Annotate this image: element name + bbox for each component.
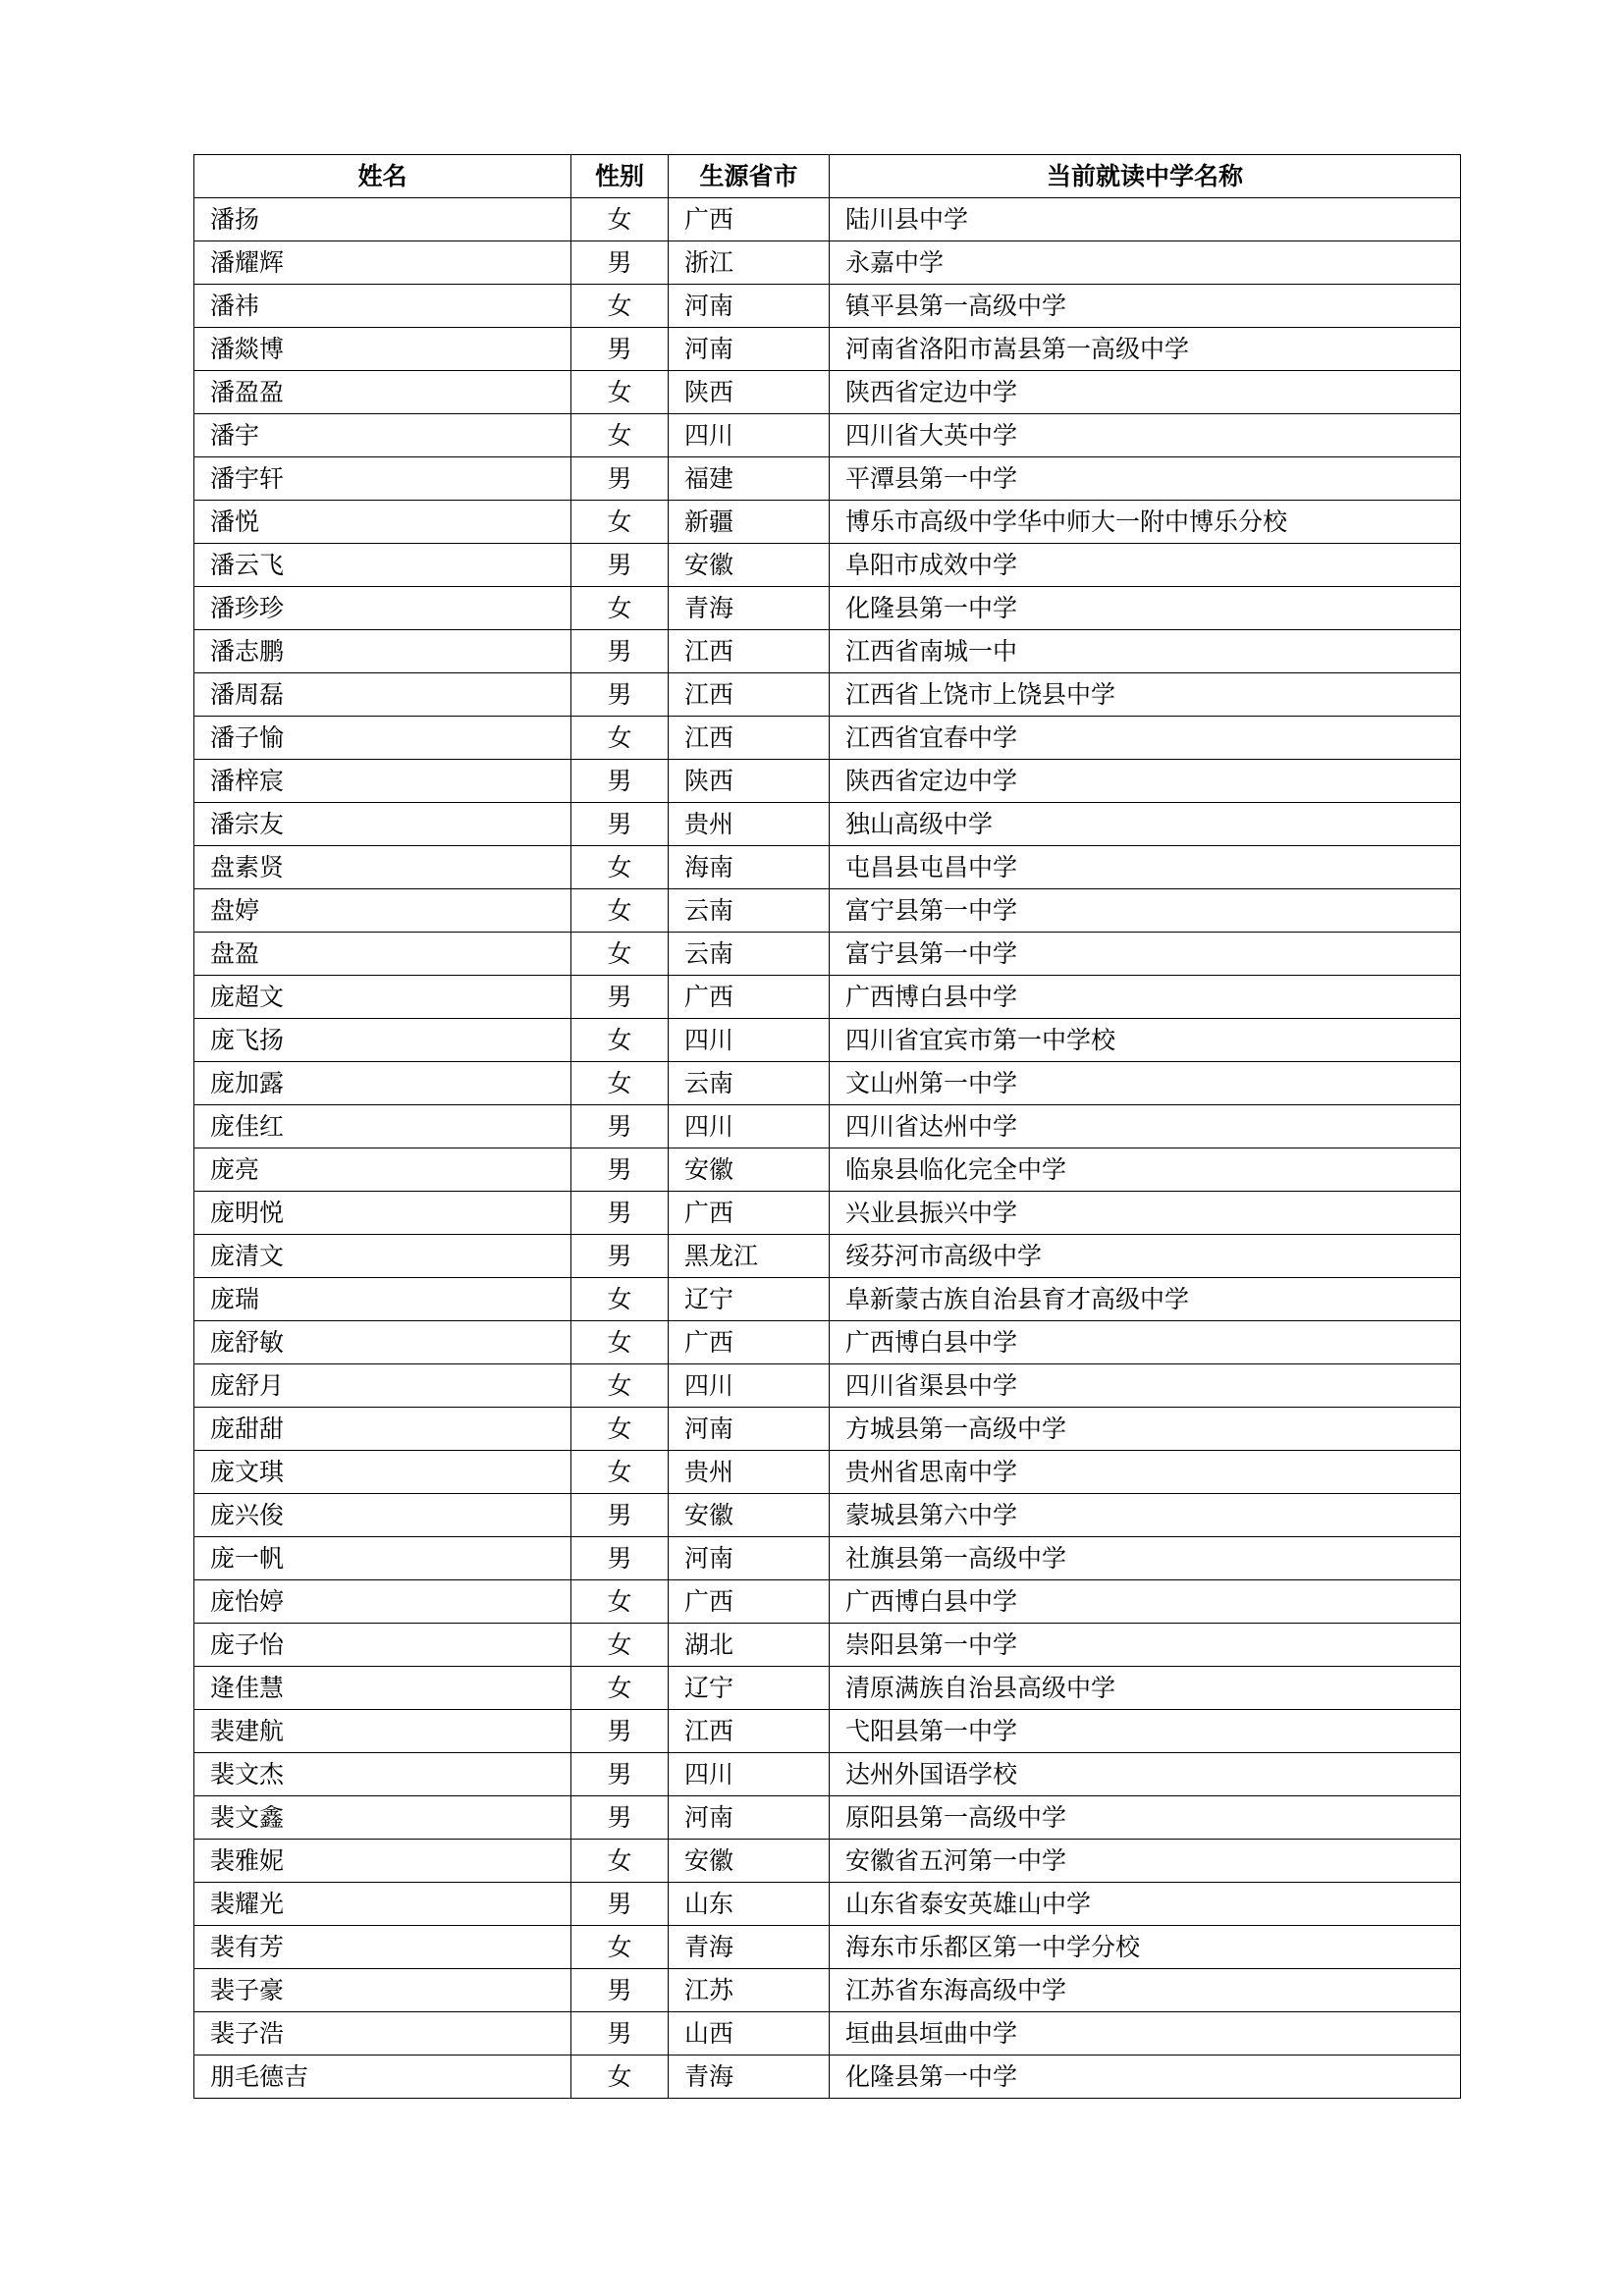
cell-province: 广西 [669, 1321, 830, 1364]
cell-province: 山西 [669, 2012, 830, 2056]
table-row [194, 1278, 1461, 1321]
cell-school: 化隆县第一中学 [830, 587, 1461, 630]
cell-name: 逄佳慧 [194, 1667, 571, 1710]
table-row [194, 1062, 1461, 1105]
cell-gender: 女 [571, 1019, 669, 1062]
cell-name: 裴有芳 [194, 1926, 571, 1969]
cell-province: 山东 [669, 1883, 830, 1926]
cell-name: 庞加露 [194, 1062, 571, 1105]
cell-name: 庞瑞 [194, 1278, 571, 1321]
table-row [194, 630, 1461, 673]
cell-school: 社旗县第一高级中学 [830, 1537, 1461, 1580]
cell-school: 达州外国语学校 [830, 1753, 1461, 1796]
cell-gender: 女 [571, 587, 669, 630]
cell-province: 广西 [669, 198, 830, 241]
cell-gender: 女 [571, 1451, 669, 1494]
cell-name: 裴子豪 [194, 1969, 571, 2012]
cell-name: 裴文鑫 [194, 1796, 571, 1840]
table-row [194, 1451, 1461, 1494]
table-row [194, 587, 1461, 630]
table-row [194, 241, 1461, 285]
cell-school: 原阳县第一高级中学 [830, 1796, 1461, 1840]
cell-province: 四川 [669, 1753, 830, 1796]
cell-gender: 女 [571, 933, 669, 976]
cell-province: 新疆 [669, 501, 830, 544]
cell-province: 云南 [669, 889, 830, 933]
cell-province: 安徽 [669, 544, 830, 587]
cell-name: 裴文杰 [194, 1753, 571, 1796]
cell-province: 江西 [669, 673, 830, 717]
cell-school: 富宁县第一中学 [830, 933, 1461, 976]
cell-province: 四川 [669, 414, 830, 457]
table-row [194, 328, 1461, 371]
cell-school: 广西博白县中学 [830, 1580, 1461, 1624]
table-row [194, 1580, 1461, 1624]
cell-name: 潘扬 [194, 198, 571, 241]
cell-school: 贵州省思南中学 [830, 1451, 1461, 1494]
cell-province: 河南 [669, 328, 830, 371]
cell-name: 庞兴俊 [194, 1494, 571, 1537]
table-row [194, 1321, 1461, 1364]
cell-school: 崇阳县第一中学 [830, 1624, 1461, 1667]
cell-name: 潘宇 [194, 414, 571, 457]
cell-province: 云南 [669, 933, 830, 976]
cell-province: 福建 [669, 457, 830, 501]
cell-province: 贵州 [669, 1451, 830, 1494]
cell-province: 云南 [669, 1062, 830, 1105]
cell-gender: 男 [571, 760, 669, 803]
cell-name: 潘云飞 [194, 544, 571, 587]
cell-school: 陕西省定边中学 [830, 371, 1461, 414]
cell-province: 江苏 [669, 1969, 830, 2012]
cell-province: 陕西 [669, 371, 830, 414]
cell-province: 河南 [669, 1537, 830, 1580]
cell-gender: 男 [571, 1235, 669, 1278]
cell-province: 浙江 [669, 241, 830, 285]
table-row [194, 1408, 1461, 1451]
cell-gender: 男 [571, 457, 669, 501]
cell-school: 四川省达州中学 [830, 1105, 1461, 1148]
cell-name: 潘宇轩 [194, 457, 571, 501]
cell-province: 河南 [669, 285, 830, 328]
cell-province: 江西 [669, 630, 830, 673]
cell-gender: 女 [571, 1624, 669, 1667]
cell-gender: 女 [571, 1667, 669, 1710]
cell-gender: 女 [571, 501, 669, 544]
cell-school: 独山高级中学 [830, 803, 1461, 846]
cell-name: 庞一帆 [194, 1537, 571, 1580]
table-row [194, 1148, 1461, 1192]
cell-name: 潘盈盈 [194, 371, 571, 414]
cell-name: 潘珍珍 [194, 587, 571, 630]
header-name: 姓名 [194, 155, 571, 198]
cell-province: 四川 [669, 1105, 830, 1148]
cell-school: 清原满族自治县高级中学 [830, 1667, 1461, 1710]
cell-gender: 男 [571, 1192, 669, 1235]
cell-name: 裴子浩 [194, 2012, 571, 2056]
cell-gender: 女 [571, 1926, 669, 1969]
cell-gender: 男 [571, 976, 669, 1019]
cell-school: 文山州第一中学 [830, 1062, 1461, 1105]
cell-gender: 女 [571, 198, 669, 241]
table-row [194, 198, 1461, 241]
cell-name: 庞飞扬 [194, 1019, 571, 1062]
cell-school: 广西博白县中学 [830, 976, 1461, 1019]
cell-gender: 女 [571, 2056, 669, 2099]
student-roster-table [193, 154, 1461, 2099]
cell-gender: 男 [571, 1148, 669, 1192]
cell-gender: 男 [571, 1883, 669, 1926]
cell-province: 辽宁 [669, 1278, 830, 1321]
cell-gender: 男 [571, 673, 669, 717]
cell-name: 潘志鹏 [194, 630, 571, 673]
cell-province: 江西 [669, 1710, 830, 1753]
cell-name: 潘梓宸 [194, 760, 571, 803]
cell-gender: 男 [571, 1537, 669, 1580]
cell-name: 朋毛德吉 [194, 2056, 571, 2099]
cell-province: 贵州 [669, 803, 830, 846]
cell-gender: 女 [571, 717, 669, 760]
cell-gender: 男 [571, 1105, 669, 1148]
cell-school: 江苏省东海高级中学 [830, 1969, 1461, 2012]
table-row [194, 976, 1461, 1019]
cell-gender: 男 [571, 1494, 669, 1537]
cell-gender: 女 [571, 846, 669, 889]
table-row [194, 1926, 1461, 1969]
table-row [194, 760, 1461, 803]
table-row [194, 544, 1461, 587]
cell-name: 裴雅妮 [194, 1840, 571, 1883]
cell-gender: 男 [571, 1969, 669, 2012]
table-row [194, 1753, 1461, 1796]
table-row [194, 933, 1461, 976]
table-row [194, 1494, 1461, 1537]
table-row [194, 414, 1461, 457]
cell-school: 垣曲县垣曲中学 [830, 2012, 1461, 2056]
cell-gender: 女 [571, 1840, 669, 1883]
cell-province: 广西 [669, 1580, 830, 1624]
cell-gender: 男 [571, 1710, 669, 1753]
cell-province: 辽宁 [669, 1667, 830, 1710]
cell-school: 镇平县第一高级中学 [830, 285, 1461, 328]
cell-school: 安徽省五河第一中学 [830, 1840, 1461, 1883]
cell-school: 四川省大英中学 [830, 414, 1461, 457]
cell-name: 潘子愉 [194, 717, 571, 760]
cell-gender: 女 [571, 371, 669, 414]
cell-school: 永嘉中学 [830, 241, 1461, 285]
cell-name: 盘盈 [194, 933, 571, 976]
table-row [194, 1840, 1461, 1883]
cell-province: 河南 [669, 1408, 830, 1451]
cell-province: 黑龙江 [669, 1235, 830, 1278]
table-row [194, 1235, 1461, 1278]
cell-name: 潘悦 [194, 501, 571, 544]
table-row [194, 1192, 1461, 1235]
cell-gender: 男 [571, 1753, 669, 1796]
cell-gender: 女 [571, 1580, 669, 1624]
cell-school: 富宁县第一中学 [830, 889, 1461, 933]
cell-province: 湖北 [669, 1624, 830, 1667]
cell-gender: 男 [571, 1796, 669, 1840]
cell-gender: 女 [571, 1321, 669, 1364]
cell-name: 潘周磊 [194, 673, 571, 717]
cell-school: 广西博白县中学 [830, 1321, 1461, 1364]
cell-name: 庞甜甜 [194, 1408, 571, 1451]
table-row [194, 1796, 1461, 1840]
table-row [194, 846, 1461, 889]
table-row [194, 2012, 1461, 2056]
cell-province: 安徽 [669, 1494, 830, 1537]
header-province: 生源省市 [669, 155, 830, 198]
table-row [194, 501, 1461, 544]
cell-school: 临泉县临化完全中学 [830, 1148, 1461, 1192]
table-row [194, 371, 1461, 414]
cell-gender: 男 [571, 328, 669, 371]
cell-name: 庞亮 [194, 1148, 571, 1192]
cell-school: 江西省南城一中 [830, 630, 1461, 673]
cell-school: 江西省宜春中学 [830, 717, 1461, 760]
cell-school: 博乐市高级中学华中师大一附中博乐分校 [830, 501, 1461, 544]
cell-province: 安徽 [669, 1840, 830, 1883]
table-row [194, 1019, 1461, 1062]
cell-school: 方城县第一高级中学 [830, 1408, 1461, 1451]
cell-school: 绥芬河市高级中学 [830, 1235, 1461, 1278]
cell-gender: 男 [571, 630, 669, 673]
cell-province: 河南 [669, 1796, 830, 1840]
cell-province: 青海 [669, 587, 830, 630]
cell-province: 广西 [669, 1192, 830, 1235]
cell-school: 屯昌县屯昌中学 [830, 846, 1461, 889]
cell-school: 平潭县第一中学 [830, 457, 1461, 501]
cell-gender: 女 [571, 1408, 669, 1451]
cell-name: 庞舒敏 [194, 1321, 571, 1364]
cell-school: 兴业县振兴中学 [830, 1192, 1461, 1235]
table-row [194, 1624, 1461, 1667]
cell-name: 庞清文 [194, 1235, 571, 1278]
cell-name: 庞明悦 [194, 1192, 571, 1235]
cell-name: 裴建航 [194, 1710, 571, 1753]
table-row [194, 285, 1461, 328]
cell-school: 蒙城县第六中学 [830, 1494, 1461, 1537]
cell-school: 化隆县第一中学 [830, 2056, 1461, 2099]
table-row [194, 1883, 1461, 1926]
cell-name: 庞怡婷 [194, 1580, 571, 1624]
cell-province: 江西 [669, 717, 830, 760]
cell-name: 盘素贤 [194, 846, 571, 889]
cell-gender: 男 [571, 544, 669, 587]
table-row [194, 457, 1461, 501]
cell-name: 潘宗友 [194, 803, 571, 846]
header-gender: 性别 [571, 155, 669, 198]
cell-gender: 男 [571, 241, 669, 285]
cell-school: 四川省宜宾市第一中学校 [830, 1019, 1461, 1062]
table-row [194, 1537, 1461, 1580]
cell-province: 四川 [669, 1019, 830, 1062]
cell-gender: 女 [571, 414, 669, 457]
cell-gender: 男 [571, 2012, 669, 2056]
cell-gender: 女 [571, 1278, 669, 1321]
cell-name: 庞子怡 [194, 1624, 571, 1667]
cell-gender: 女 [571, 1062, 669, 1105]
cell-school: 弋阳县第一中学 [830, 1710, 1461, 1753]
table-row [194, 889, 1461, 933]
cell-province: 青海 [669, 1926, 830, 1969]
table-row [194, 1969, 1461, 2012]
cell-school: 四川省渠县中学 [830, 1364, 1461, 1408]
cell-name: 盘婷 [194, 889, 571, 933]
cell-gender: 女 [571, 889, 669, 933]
cell-province: 陕西 [669, 760, 830, 803]
cell-province: 海南 [669, 846, 830, 889]
cell-school: 阜新蒙古族自治县育才高级中学 [830, 1278, 1461, 1321]
table-row [194, 1364, 1461, 1408]
cell-name: 庞舒月 [194, 1364, 571, 1408]
cell-name: 庞超文 [194, 976, 571, 1019]
table-row [194, 803, 1461, 846]
cell-school: 陆川县中学 [830, 198, 1461, 241]
cell-name: 潘耀辉 [194, 241, 571, 285]
header-row [194, 155, 1461, 198]
table-row [194, 2056, 1461, 2099]
cell-school: 山东省泰安英雄山中学 [830, 1883, 1461, 1926]
cell-gender: 女 [571, 285, 669, 328]
cell-school: 江西省上饶市上饶县中学 [830, 673, 1461, 717]
header-school: 当前就读中学名称 [830, 155, 1461, 198]
table-row [194, 1710, 1461, 1753]
cell-school: 阜阳市成效中学 [830, 544, 1461, 587]
cell-name: 庞文琪 [194, 1451, 571, 1494]
table-row [194, 1667, 1461, 1710]
cell-province: 安徽 [669, 1148, 830, 1192]
cell-name: 庞佳红 [194, 1105, 571, 1148]
cell-school: 陕西省定边中学 [830, 760, 1461, 803]
table-row [194, 717, 1461, 760]
cell-province: 广西 [669, 976, 830, 1019]
table-row [194, 673, 1461, 717]
cell-name: 潘祎 [194, 285, 571, 328]
table-row [194, 1105, 1461, 1148]
cell-school: 河南省洛阳市嵩县第一高级中学 [830, 328, 1461, 371]
table-header [194, 155, 1461, 198]
cell-gender: 女 [571, 1364, 669, 1408]
cell-name: 裴耀光 [194, 1883, 571, 1926]
cell-province: 四川 [669, 1364, 830, 1408]
cell-school: 海东市乐都区第一中学分校 [830, 1926, 1461, 1969]
cell-gender: 男 [571, 803, 669, 846]
cell-name: 潘燚博 [194, 328, 571, 371]
cell-province: 青海 [669, 2056, 830, 2099]
table-body [194, 198, 1461, 2099]
